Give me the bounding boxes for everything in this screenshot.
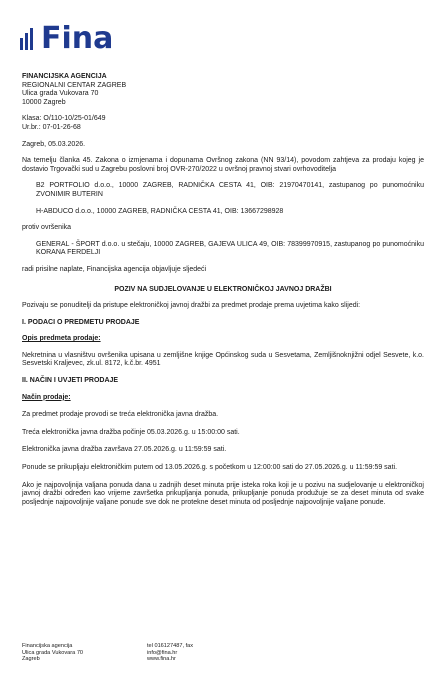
section-2-heading: II. NAČIN I UVJETI PRODAJE: [22, 377, 119, 385]
section-1-subheading: Opis predmeta prodaje:: [22, 335, 101, 343]
purpose-line: radi prisilne naplate, Financijska agencija objavljuje sljedeći: [22, 265, 207, 273]
ref-urbr: Ur.br.: 07-01-26-68: [22, 123, 81, 131]
against-line: protiv ovršenika: [22, 224, 72, 232]
footer-web-link[interactable]: www.fina.hr: [147, 656, 176, 663]
footer-left-line: Financijska agencija: [22, 643, 73, 649]
creditor-1: B2 PORTFOLIO d.o.o., 10000 ZAGREB, RADNIČKA CESTA 41, OIB: 21970470141, zastupanog po punomoćniku ZVONIMIR BUTERIN: [36, 182, 424, 198]
footer-contact: [147, 643, 193, 663]
footer-left-line: Zagreb: [22, 656, 40, 663]
sender-street: Ulica grada Vukovara 70: [22, 90, 99, 98]
document-body: [22, 73, 424, 507]
intro-paragraph: Na temelju članka 45. Zakona o izmjenama i dopunama Ovršnog zakona (NN 93/14), povodom zahtjeva za prodaju kojeg je dostavio Trgovački sud u Zagrebu poslovni broj OVR-270/2022 u ovršnoj pravnoj stvari ovrhovoditelja: [22, 157, 424, 173]
creditor-2: H-ABDUCO d.o.o., 10000 ZAGREB, RADNIČKA CESTA 41, OIB: 13667298928: [36, 207, 284, 215]
invite-paragraph: Pozivaju se ponuditelji da pristupe elektroničkoj javnoj dražbi za predmet prodaje prema uvjetima kako slijedi:: [22, 302, 361, 310]
fina-logo: [20, 22, 113, 56]
footer-phone: tel 016127487, fax: [147, 643, 194, 649]
ref-klasa: Klasa: O/110-10/25-01/649: [22, 115, 106, 123]
section-2-p4: Ponude se prikupljaju elektroničkim putem od 13.05.2026.g. s početkom u 12:00:00 sati do 27.05.2026.g. u 11:59:59 sati.: [22, 464, 398, 472]
logo-wordmark: Fina: [41, 21, 114, 56]
section-1-text: Nekretnina u vlasništvu ovršenika upisana u zemljišne knjige Općinskog suda u Sesvetama, Zemljišnoknjižni odjel Sesvete, k.o. Sesvetski Kraljevec, zk.ul. 8172, k.č.br. 4951: [22, 351, 424, 368]
sender-city: 10000 Zagreb: [22, 98, 66, 106]
section-2-p1: Za predmet prodaje provodi se treća elektronička javna dražba.: [22, 411, 219, 419]
section-2-subheading: Način prodaje:: [22, 393, 71, 401]
section-2-p3: Elektronička javna dražba završava 27.05.2026.g. u 11:59:59 sati.: [22, 446, 227, 454]
sender-unit: REGIONALNI CENTAR ZAGREB: [22, 81, 127, 89]
place-date: Zagreb, 05.03.2026.: [22, 140, 86, 148]
footer-email-link[interactable]: info@fina.hr: [147, 649, 178, 656]
footer-left-line: Ulica grada Vukovara 70: [22, 649, 84, 656]
sender-name: FINANCIJSKA AGENCIJA: [22, 73, 107, 80]
section-2-p2: Treća elektronička javna dražba počinje 05.03.2026.g. u 15:00:00 sati.: [22, 428, 240, 436]
debtor: GENERAL - ŠPORT d.o.o. u stečaju, 10000 ZAGREB, GAJEVA ULICA 49, OIB: 78399970915, zastupanog po punomoćniku KORANA FERDELJI: [36, 240, 424, 257]
section-1-heading: I. PODACI O PREDMETU PRODAJE: [22, 318, 140, 326]
section-2-p5: Ako je najpovoljnija valjana ponuda dana u zadnjih deset minuta prije isteka roka koji je u pozivu na sudjelovanje u elektroničkoj javnoj dražbi određen kao vrijeme završetka prikupljanja ponuda, prikupljanje ponuda produžuje se za deset minuta od svake posljednje najpovoljnije valjane ponude sve dok ne protekne deset minuta od posljednje najpovoljnije valjane ponude.: [22, 481, 424, 506]
footer-address: [22, 643, 83, 663]
notice-title: POZIV NA SUDJELOVANJE U ELEKTRONIČKOJ JAVNOJ DRAŽBI: [114, 285, 332, 293]
logo-bars-icon: [20, 28, 35, 50]
